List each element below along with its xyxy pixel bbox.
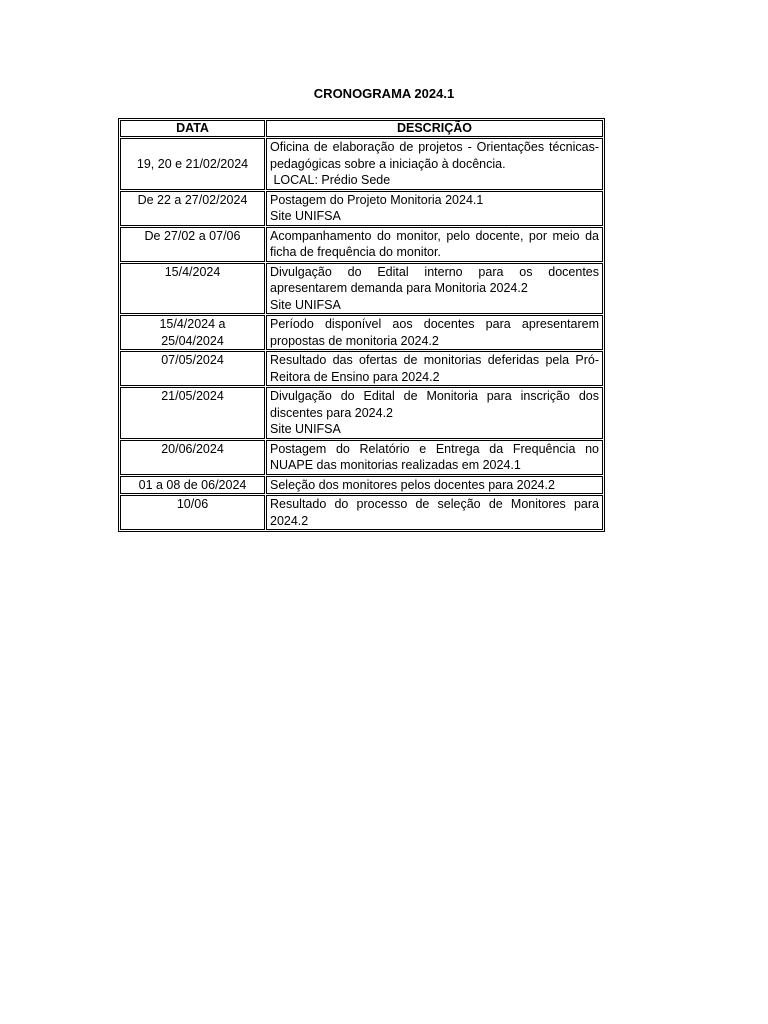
row-description: [266, 191, 603, 226]
row-date: 19, 20 e 21/02/2024: [120, 138, 265, 190]
row-date: [120, 315, 265, 350]
header-date: DATA: [120, 120, 265, 137]
description-line: Acompanhamento do monitor, pelo docente, por meio da: [270, 228, 599, 243]
description-line: Seleção dos monitores pelos docentes para 2024.2: [270, 477, 555, 492]
row-date: 21/05/2024: [120, 387, 265, 439]
description-line: NUAPE das monitorias realizadas em 2024.1: [270, 458, 521, 472]
row-description: [266, 227, 603, 262]
row-date: De 22 a 27/02/2024: [120, 191, 265, 226]
row-description: [266, 495, 603, 530]
description-line: Site UNIFSA: [270, 209, 341, 223]
description-line: apresentarem demanda para Monitoria 2024.2: [270, 281, 528, 295]
row-description: [266, 387, 603, 439]
table-row: [120, 263, 603, 315]
table-row: [120, 138, 603, 190]
row-date: 15/4/2024: [120, 263, 265, 315]
row-date: 07/05/2024: [120, 351, 265, 386]
description-line: Divulgação do Edital de Monitoria para inscrição dos: [270, 389, 599, 403]
table-row: [120, 387, 603, 439]
page-title: CRONOGRAMA 2024.1: [313, 86, 455, 101]
description-line: ficha de frequência do monitor.: [270, 245, 441, 259]
row-date: 20/06/2024: [120, 440, 265, 475]
description-line: Divulgação do Edital interno para os docentes: [270, 264, 599, 279]
row-date: 01 a 08 de 06/2024: [120, 476, 265, 495]
description-line: 2024.2: [270, 513, 309, 528]
description-line: pedagógicas sobre a iniciação à docência.: [270, 156, 506, 171]
row-description: [266, 263, 603, 315]
row-description: [266, 476, 603, 495]
description-line: Site UNIFSA: [270, 297, 341, 312]
description-line: Reitora de Ensino para 2024.2: [270, 369, 440, 384]
row-date-line: 15/4/2024 a: [159, 317, 226, 331]
table-row: [120, 476, 603, 495]
table-header-row: [120, 120, 603, 137]
row-description: [266, 351, 603, 386]
row-date-line: 25/04/2024: [161, 333, 224, 348]
table-row: [120, 315, 603, 350]
table-row: [120, 227, 603, 262]
description-line: Site UNIFSA: [270, 422, 341, 436]
description-line: discentes para 2024.2: [270, 405, 394, 420]
row-date: 10/06: [120, 495, 265, 530]
description-line: Oficina de elaboração de projetos - Orientações técnicas-: [270, 140, 599, 154]
description-line: Postagem do Relatório e Entrega da Frequência no: [270, 441, 599, 456]
table-row: [120, 351, 603, 386]
row-date: De 27/02 a 07/06: [120, 227, 265, 262]
table-row: [120, 440, 603, 475]
row-description: [266, 138, 603, 190]
description-line: propostas de monitoria 2024.2: [270, 333, 439, 348]
description-line: Postagem do Projeto Monitoria 2024.1: [270, 192, 484, 207]
header-description: DESCRIÇÃO: [266, 120, 603, 137]
table-row: [120, 191, 603, 226]
row-description: [266, 315, 603, 350]
row-description: [266, 440, 603, 475]
description-line: Resultado das ofertas de monitorias deferidas pela Pró-: [270, 353, 599, 367]
schedule-table: [118, 118, 605, 532]
description-line: LOCAL: Prédio Sede: [270, 173, 391, 187]
description-line: Período disponível aos docentes para apresentarem: [270, 317, 599, 331]
table-row: [120, 495, 603, 530]
description-line: Resultado do processo de seleção de Monitores para: [270, 497, 599, 511]
